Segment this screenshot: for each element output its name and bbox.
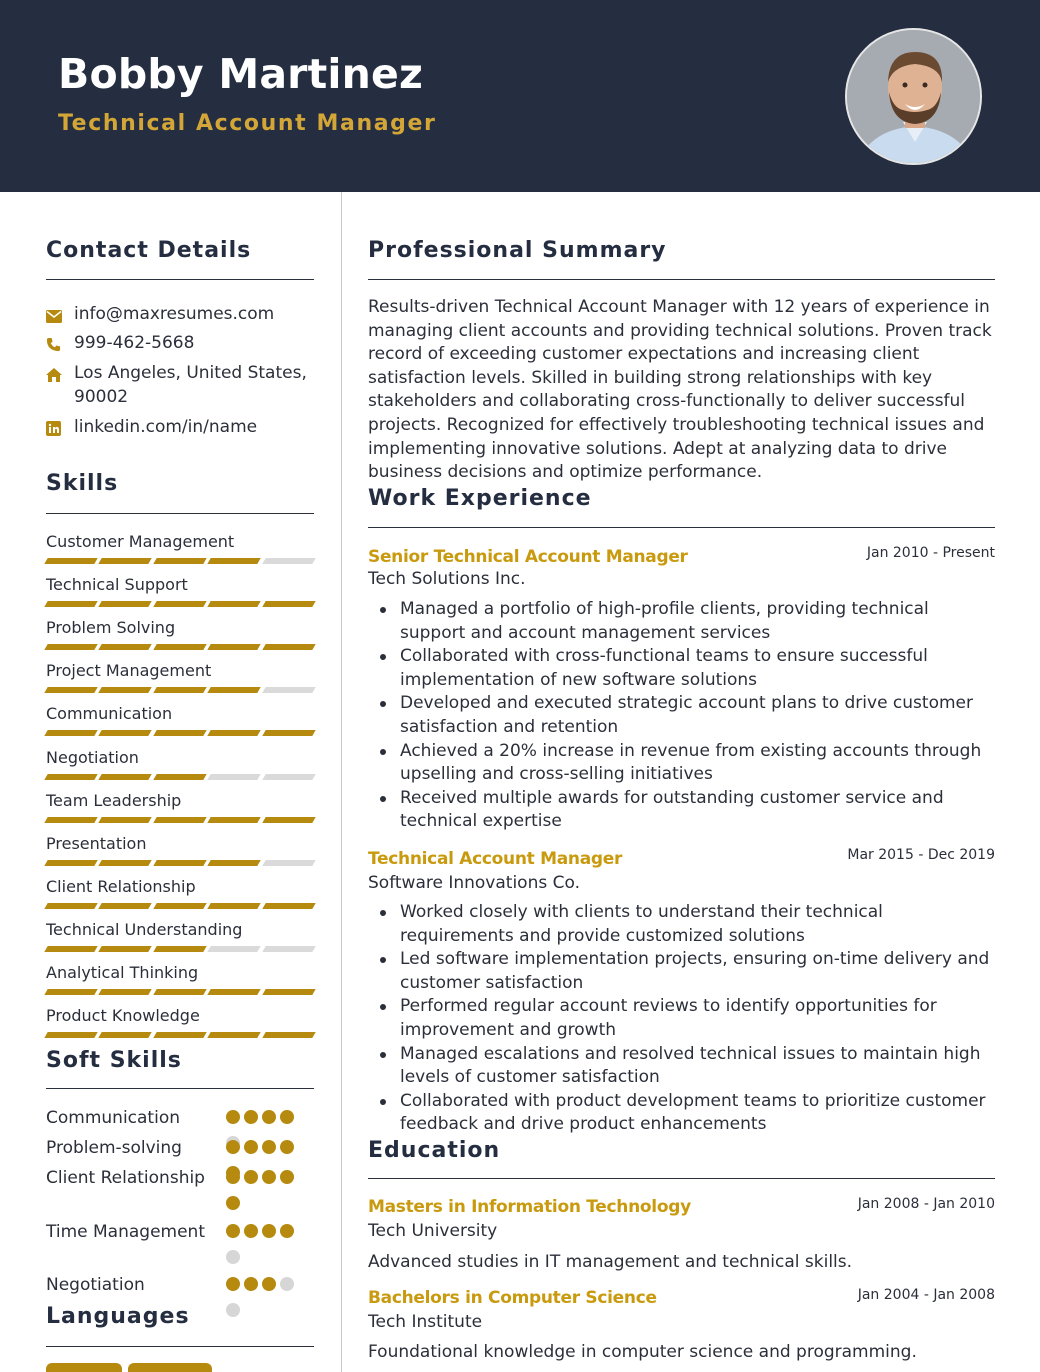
rating-dot <box>280 1277 294 1291</box>
list-item: Achieved a 20% increase in revenue from existing accounts through upselling and cross-selling initiatives <box>368 740 995 787</box>
summary-heading: Professional Summary <box>368 238 667 263</box>
education-heading: Education <box>368 1138 501 1163</box>
skills-rule <box>46 513 314 514</box>
degree-date: Jan 2008 - Jan 2010 <box>857 1196 995 1212</box>
rating-dot <box>262 1110 276 1124</box>
skill-level-segment <box>207 730 261 736</box>
skill-level-segment <box>262 989 316 995</box>
phone-text[interactable]: 999-462-5668 <box>74 333 195 353</box>
skill-level-segment <box>207 601 261 607</box>
skill-level-bar <box>46 644 314 650</box>
soft-skill-label: Problem-solving <box>46 1138 182 1158</box>
skill-label: Technical Understanding <box>46 919 243 939</box>
skill-level-segment <box>262 601 316 607</box>
education-rule <box>368 1178 995 1179</box>
skill-level-segment <box>207 817 261 823</box>
skill-level-segment <box>262 644 316 650</box>
skill-level-segment <box>153 644 207 650</box>
soft-skill-rating <box>226 1170 306 1210</box>
skill-level-segment <box>99 1032 153 1038</box>
skill-level-segment <box>99 774 153 780</box>
job-bullets <box>368 598 995 834</box>
skill-level-segment <box>153 903 207 909</box>
linkedin-text[interactable]: linkedin.com/in/name <box>74 417 258 437</box>
skill-level-segment <box>44 601 98 607</box>
rating-dot <box>262 1224 276 1238</box>
skill-label: Project Management <box>46 661 212 681</box>
language-pill <box>128 1363 212 1372</box>
home-icon <box>46 361 74 389</box>
skill-level-segment <box>207 903 261 909</box>
skill-level-segment <box>207 558 261 564</box>
soft-skill-label: Client Relationship <box>46 1168 205 1188</box>
skill-level-segment <box>44 774 98 780</box>
soft-skill-row <box>46 1273 314 1297</box>
soft-skills-rule <box>46 1088 314 1089</box>
languages-rule <box>46 1346 314 1347</box>
rating-dot <box>262 1140 276 1154</box>
degree-date: Jan 2004 - Jan 2008 <box>857 1287 995 1303</box>
job-company: Tech Solutions Inc. <box>368 569 526 589</box>
skill-level-bar <box>46 946 314 952</box>
rating-dot <box>244 1170 258 1184</box>
skill-level-bar <box>46 1032 314 1038</box>
contact-phone <box>46 331 314 359</box>
skill-level-segment <box>207 946 261 952</box>
list-item: Collaborated with cross-functional teams to ensure successful implementation of new software solutions <box>368 645 995 692</box>
soft-skills-heading: Soft Skills <box>46 1048 182 1073</box>
skill-level-segment <box>99 601 153 607</box>
experience-heading: Work Experience <box>368 486 592 511</box>
column-divider <box>341 192 342 1372</box>
job-bullets <box>368 901 995 1137</box>
soft-skill-row <box>46 1166 314 1190</box>
rating-dot <box>226 1140 240 1154</box>
skill-level-segment <box>153 946 207 952</box>
skill-label: Team Leadership <box>46 790 182 810</box>
soft-skill-row <box>46 1106 314 1130</box>
skill-level-segment <box>262 730 316 736</box>
job-company: Software Innovations Co. <box>368 873 580 893</box>
skill-level-segment <box>207 1032 261 1038</box>
skill-level-segment <box>207 687 261 693</box>
address-text: Los Angeles, United States, 90002 <box>74 363 307 407</box>
school-name: Tech University <box>368 1221 498 1241</box>
skill-level-segment <box>153 687 207 693</box>
skill-level-segment <box>153 730 207 736</box>
languages-heading: Languages <box>46 1304 190 1329</box>
skill-level-segment <box>153 601 207 607</box>
skill-level-segment <box>44 1032 98 1038</box>
list-item: Developed and executed strategic account plans to drive customer satisfaction and retention <box>368 692 995 739</box>
degree-title: Masters in Information Technology <box>368 1197 691 1217</box>
rating-dot <box>244 1224 258 1238</box>
skill-level-segment <box>99 644 153 650</box>
school-name: Tech Institute <box>368 1312 483 1332</box>
rating-dot <box>226 1250 240 1264</box>
rating-dot <box>226 1224 240 1238</box>
rating-dot <box>280 1110 294 1124</box>
rating-dot <box>262 1277 276 1291</box>
skill-level-segment <box>44 860 98 866</box>
rating-dot <box>226 1196 240 1210</box>
skill-level-segment <box>99 558 153 564</box>
skill-level-segment <box>262 946 316 952</box>
skill-level-segment <box>153 558 207 564</box>
list-item: Performed regular account reviews to identify opportunities for improvement and growth <box>368 995 995 1042</box>
skill-level-bar <box>46 774 314 780</box>
resume-header <box>0 0 1040 192</box>
skill-level-segment <box>44 644 98 650</box>
job-date: Jan 2010 - Present <box>866 545 995 561</box>
soft-skill-row <box>46 1136 314 1160</box>
rating-dot <box>244 1140 258 1154</box>
skill-level-bar <box>46 558 314 564</box>
skill-level-segment <box>44 946 98 952</box>
soft-skill-row <box>46 1220 314 1244</box>
skill-level-segment <box>207 774 261 780</box>
rating-dot <box>244 1277 258 1291</box>
skill-level-segment <box>44 989 98 995</box>
soft-skill-rating <box>226 1224 306 1264</box>
list-item: Managed escalations and resolved technical issues to maintain high levels of customer satisfaction <box>368 1043 995 1090</box>
skill-level-segment <box>99 989 153 995</box>
degree-desc: Foundational knowledge in computer science and programming. <box>368 1342 917 1362</box>
rating-dot <box>226 1170 240 1184</box>
skill-level-segment <box>262 903 316 909</box>
list-item: Led software implementation projects, ensuring on-time delivery and customer satisfaction <box>368 948 995 995</box>
rating-dot <box>226 1303 240 1317</box>
skill-label: Customer Management <box>46 532 235 551</box>
soft-skill-label: Negotiation <box>46 1275 145 1295</box>
skill-level-bar <box>46 989 314 995</box>
job-title: Technical Account Manager <box>368 849 623 869</box>
skill-level-segment <box>99 903 153 909</box>
avatar <box>845 28 982 165</box>
skill-level-bar <box>46 903 314 909</box>
skill-level-segment <box>262 558 316 564</box>
skill-label: Problem Solving <box>46 618 176 638</box>
skills-heading: Skills <box>46 471 119 496</box>
skill-label: Client Relationship <box>46 876 196 896</box>
skill-level-segment <box>207 644 261 650</box>
skill-level-bar <box>46 601 314 607</box>
language-pill <box>46 1363 122 1372</box>
skill-level-segment <box>153 774 207 780</box>
envelope-icon <box>46 302 74 330</box>
list-item: Managed a portfolio of high-profile clients, providing technical support and account management services <box>368 598 995 645</box>
skill-level-segment <box>99 817 153 823</box>
contact-linkedin <box>46 415 314 443</box>
soft-skill-label: Time Management <box>46 1222 205 1242</box>
rating-dot <box>244 1110 258 1124</box>
skill-level-segment <box>44 558 98 564</box>
skill-level-segment <box>153 1032 207 1038</box>
skill-level-segment <box>99 946 153 952</box>
skill-level-segment <box>44 817 98 823</box>
contact-address <box>46 361 314 409</box>
skill-level-segment <box>99 687 153 693</box>
skill-label: Presentation <box>46 833 147 853</box>
skill-level-segment <box>262 687 316 693</box>
degree-desc: Advanced studies in IT management and technical skills. <box>368 1252 853 1272</box>
avatar-photo-icon <box>847 30 982 165</box>
contact-email <box>46 302 314 330</box>
linkedin-icon <box>46 415 74 443</box>
rating-dot <box>262 1170 276 1184</box>
skill-level-segment <box>207 860 261 866</box>
list-item: Received multiple awards for outstanding customer service and technical expertise <box>368 787 995 834</box>
soft-skill-label: Communication <box>46 1108 180 1128</box>
candidate-title: Technical Account Manager <box>58 111 437 136</box>
skill-level-segment <box>99 730 153 736</box>
skill-level-segment <box>153 860 207 866</box>
candidate-name: Bobby Martinez <box>58 50 424 98</box>
summary-text: Results-driven Technical Account Manager with 12 years of experience in managing client accounts and providing technical solutions. Proven track record of exceeding customer expectations and increasing client satisfaction levels. Skilled in building strong relationships with key stakeholders and collaborating cross-functionally to deliver successful projects. Recognized for effectively troubleshooting technical issues and implementing innovative solutions. Adept at analyzing data to drive business decisions and optimize performance. <box>368 297 992 483</box>
email-text[interactable]: info@maxresumes.com <box>74 304 275 324</box>
rating-dot <box>280 1140 294 1154</box>
skill-level-bar <box>46 817 314 823</box>
degree-title: Bachelors in Computer Science <box>368 1288 657 1308</box>
skill-level-segment <box>44 730 98 736</box>
skill-level-bar <box>46 730 314 736</box>
contact-heading: Contact Details <box>46 238 252 263</box>
skill-level-segment <box>44 687 98 693</box>
skill-level-segment <box>207 989 261 995</box>
skill-label: Communication <box>46 704 173 724</box>
rating-dot <box>280 1170 294 1184</box>
skill-level-segment <box>262 817 316 823</box>
skill-level-segment <box>153 989 207 995</box>
skill-level-segment <box>262 774 316 780</box>
rating-dot <box>226 1277 240 1291</box>
skill-level-segment <box>262 860 316 866</box>
skill-label: Negotiation <box>46 747 139 767</box>
skill-label: Technical Support <box>46 575 188 595</box>
summary-rule <box>368 279 995 280</box>
job-title: Senior Technical Account Manager <box>368 547 688 567</box>
contact-rule <box>46 279 314 280</box>
skill-level-bar <box>46 860 314 866</box>
list-item: Worked closely with clients to understand their technical requirements and provide customized solutions <box>368 901 995 948</box>
skill-level-segment <box>99 860 153 866</box>
skill-level-segment <box>153 817 207 823</box>
phone-icon <box>46 331 74 359</box>
job-date: Mar 2015 - Dec 2019 <box>847 847 995 863</box>
rating-dot <box>280 1224 294 1238</box>
rating-dot <box>226 1110 240 1124</box>
soft-skill-rating <box>226 1277 306 1317</box>
experience-rule <box>368 527 995 528</box>
skill-level-segment <box>262 1032 316 1038</box>
skill-label: Analytical Thinking <box>46 963 199 982</box>
skill-label: Product Knowledge <box>46 1006 200 1026</box>
list-item: Collaborated with product development teams to prioritize customer feedback and drive product enhancements <box>368 1090 995 1137</box>
skill-level-bar <box>46 687 314 693</box>
skill-level-segment <box>44 903 98 909</box>
